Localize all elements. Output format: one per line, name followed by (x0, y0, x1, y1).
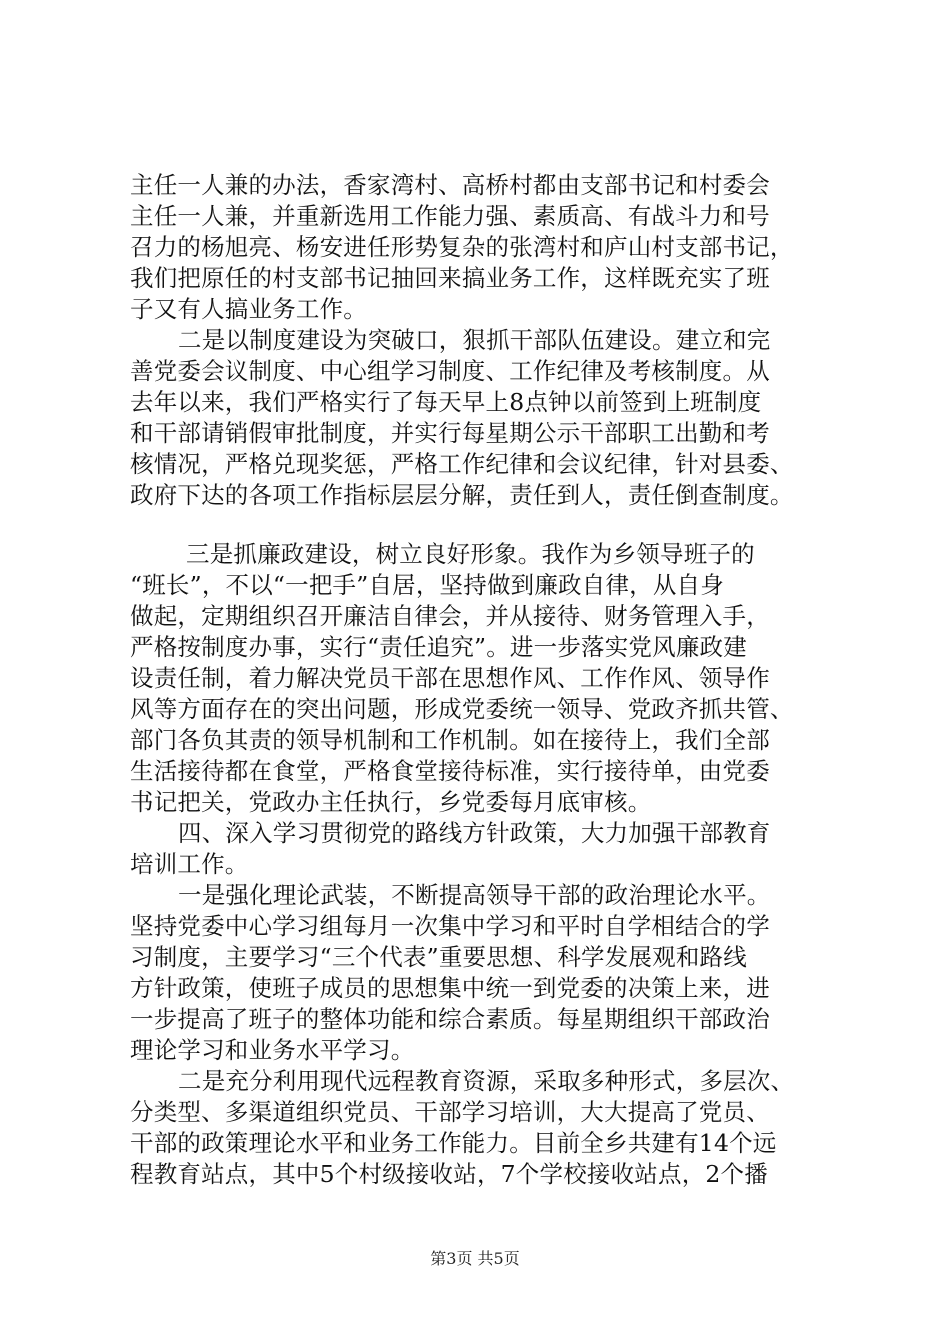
text-line: 去年以来，我们严格实行了每天早上8点钟以前签到上班制度 (130, 388, 762, 416)
text-line: 二是以制度建设为突破口，狠抓干部队伍建设。建立和完 (178, 326, 771, 354)
text-line: 一步提高了班子的整体功能和综合素质。每星期组织干部政治 (130, 1005, 770, 1033)
text-line: 主任一人兼，并重新选用工作能力强、素质高、有战斗力和号 (130, 202, 770, 230)
text-line: 坚持党委中心学习组每月一次集中学习和平时自学相结合的学 (130, 912, 770, 940)
text-line: 分类型、多渠道组织党员、干部学习培训，大大提高了党员、 (130, 1098, 770, 1126)
text-line: 做起，定期组织召开廉洁自律会，并从接待、财务管理入手， (130, 602, 770, 630)
paragraph-integrity-building (130, 539, 850, 818)
text-line: 干部的政策理论水平和业务工作能力。目前全乡共建有14个远 (130, 1129, 777, 1157)
text-line: 程教育站点，其中5个村级接收站，7个学校接收站点，2个播 (130, 1160, 768, 1188)
text-line: 善党委会议制度、中心组学习制度、工作纪律及考核制度。从 (130, 357, 770, 385)
text-line: 子又有人搞业务工作。 (130, 295, 367, 323)
text-line: 核情况，严格兑现奖惩，严格工作纪律和会议纪律，针对县委、 (130, 450, 794, 478)
paragraph-gap (130, 511, 850, 539)
text-line: 生活接待都在食堂，严格食堂接待标准，实行接待单，由党委 (130, 757, 770, 785)
text-line: 三是抓廉政建设，树立良好形象。我作为乡领导班子的 (186, 540, 755, 568)
text-line: 我们把原任的村支部书记抽回来搞业务工作，这样既充实了班 (130, 264, 770, 292)
text-line: 风等方面存在的突出问题，形成党委统一领导、党政齐抓共管、 (130, 695, 794, 723)
text-line: 主任一人兼的办法，香家湾村、高桥村都由支部书记和村委会 (130, 171, 770, 199)
text-line: 习制度，主要学习“三个代表”重要思想、科学发展观和路线 (130, 943, 747, 971)
text-line: 严格按制度办事，实行“责任追究”。进一步落实党风廉政建 (130, 633, 747, 661)
document-body (130, 170, 850, 1190)
text-line: 召力的杨旭亮、杨安进任形势复杂的张湾村和庐山村支部书记， (130, 233, 794, 261)
paragraph-theory-study (130, 880, 850, 1066)
text-line: “班长”，不以“一把手”自居，坚持做到廉政自律，从自身 (130, 571, 724, 599)
text-line: 理论学习和业务水平学习。 (130, 1036, 415, 1064)
text-line: 一是强化理论武装，不断提高领导干部的政治理论水平。 (178, 881, 771, 909)
paragraph-system-building (130, 325, 850, 511)
text-line: 书记把关，党政办主任执行，乡党委每月底审核。 (130, 788, 652, 816)
page-number-footer: 第3页 共5页 (430, 1249, 520, 1268)
text-line: 培训工作。 (130, 850, 249, 878)
text-line: 政府下达的各项工作指标层层分解，责任到人，责任倒查制度。 (130, 481, 794, 509)
text-line: 方针政策，使班子成员的思想集中统一到党委的决策上来，进 (130, 974, 770, 1002)
paragraph-remote-education (130, 1066, 850, 1190)
text-line: 设责任制，着力解决党员干部在思想作风、工作作风、领导作 (130, 664, 770, 692)
paragraph-village-leadership (130, 170, 850, 325)
text-line: 四、深入学习贯彻党的路线方针政策，大力加强干部教育 (178, 819, 771, 847)
text-line: 二是充分利用现代远程教育资源，采取多种形式，多层次、 (178, 1067, 795, 1095)
text-line: 部门各负其责的领导机制和工作机制。如在接待上，我们全部 (130, 726, 770, 754)
text-line: 和干部请销假审批制度，并实行每星期公示干部职工出勤和考 (130, 419, 770, 447)
section-heading-training (130, 818, 850, 880)
